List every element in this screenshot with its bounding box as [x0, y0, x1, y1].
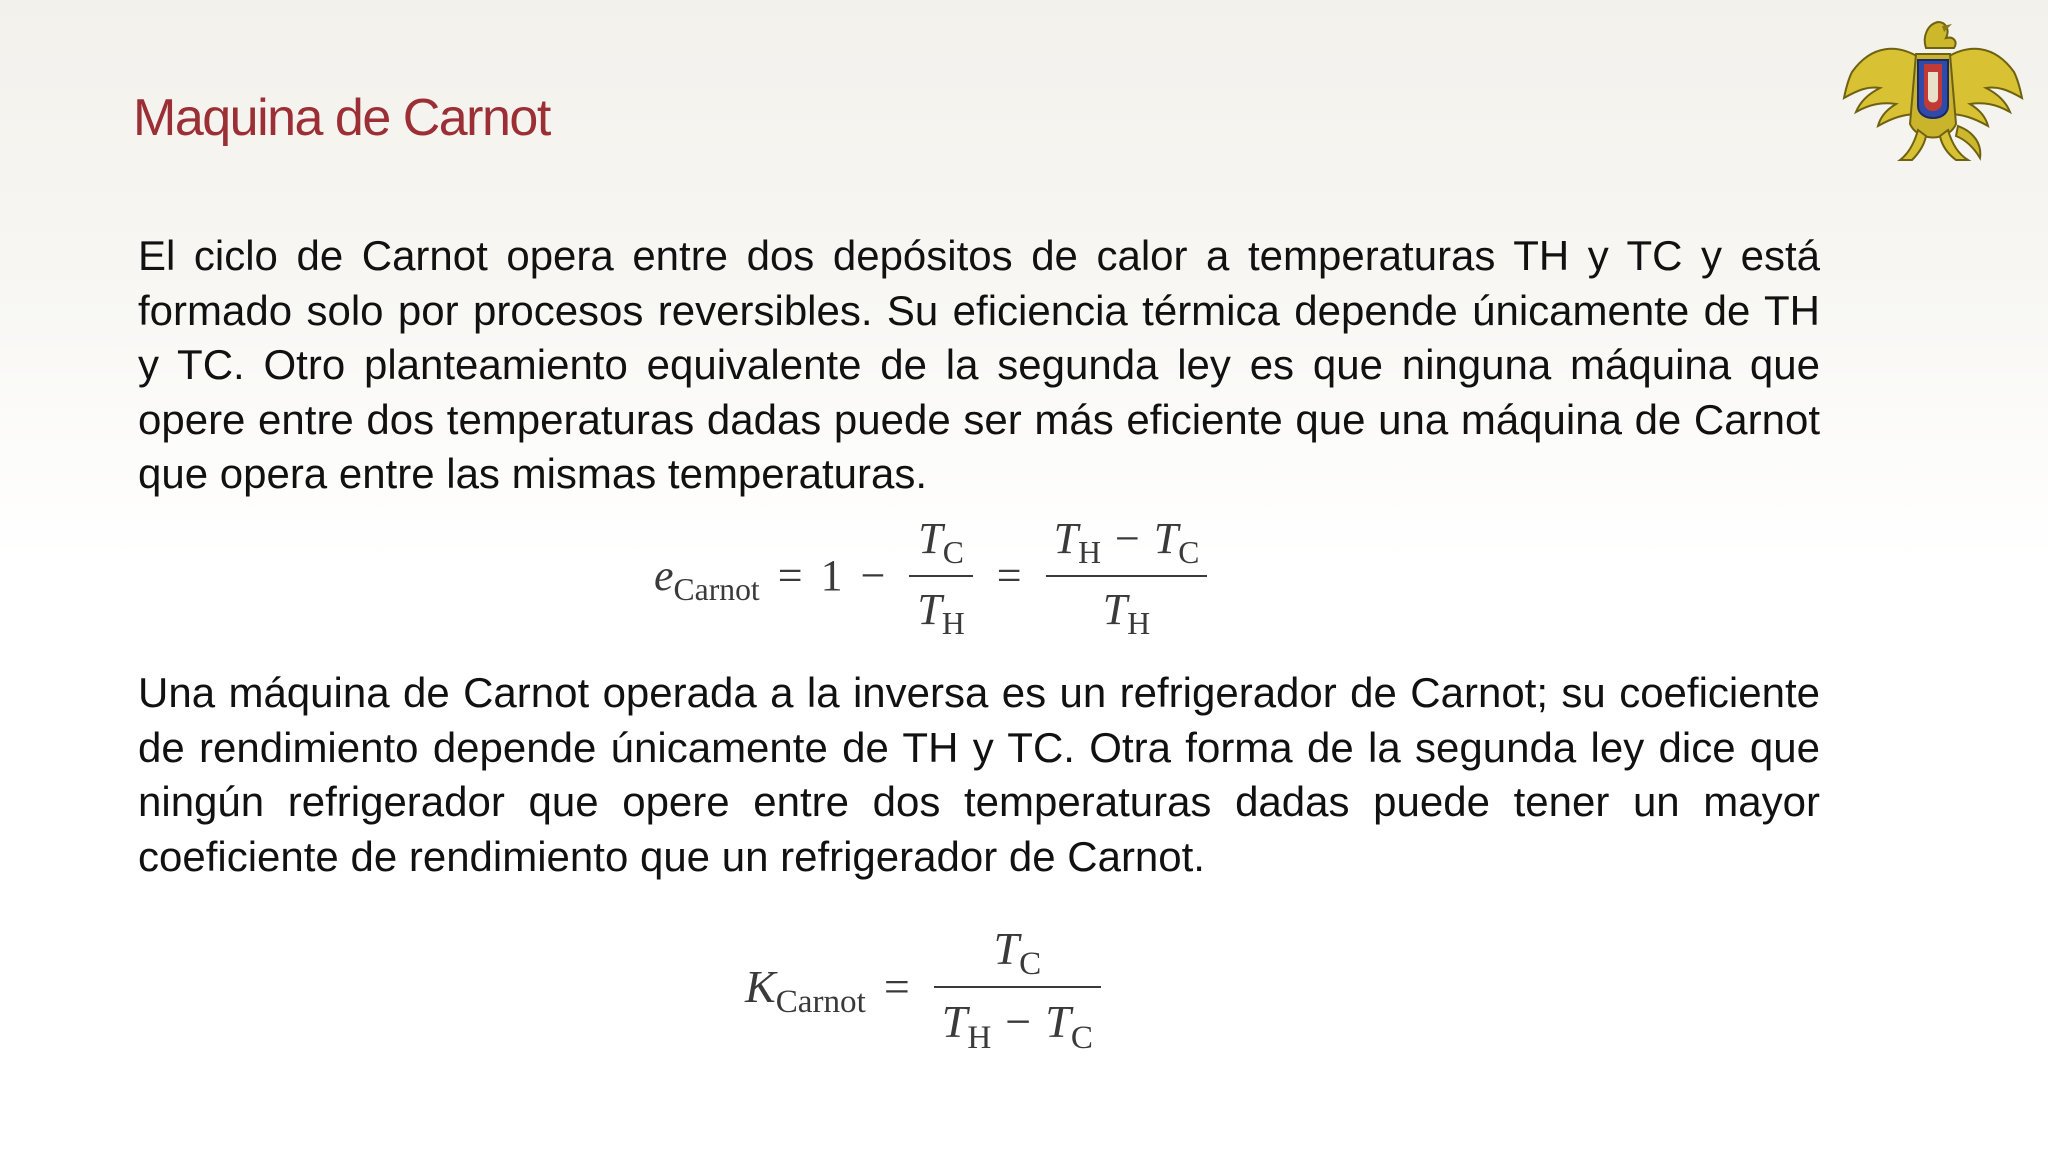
carnot-efficiency-formula: [654, 510, 1213, 640]
efficiency-subscript: Carnot: [673, 571, 760, 607]
equals-sign: =: [777, 550, 803, 600]
fraction-denominator: [909, 577, 972, 642]
university-eagle-crest-icon: [1838, 14, 2028, 170]
slide-title: Maquina de Carnot: [133, 89, 550, 147]
fraction-denominator: [1095, 577, 1158, 642]
temperature-symbol: T: [1153, 514, 1179, 564]
fraction-numerator: [910, 514, 972, 575]
temperature-subscript: C: [942, 535, 964, 571]
temperature-subscript: C: [1178, 535, 1200, 571]
temperature-subscript: H: [1127, 606, 1151, 642]
paragraph-carnot-cycle: El ciclo de Carnot opera entre dos depósitos de calor a temperaturas TH y TC y está formado solo por procesos reversibles. Su eficiencia térmica depende únicamente de TH y TC. Otro planteamiento equivalente de la segunda ley es que ninguna máquina que opere entre dos temperaturas dadas puede ser más eficiente que una máquina de Carnot que opera entre las mismas temperaturas.: [138, 232, 1820, 497]
cop-symbol: K: [745, 960, 776, 1012]
fraction-denominator: [934, 988, 1101, 1056]
fraction-numerator: [986, 923, 1050, 986]
cop-lhs: [745, 960, 866, 1021]
efficiency-lhs: [654, 550, 760, 607]
temperature-symbol: T: [993, 922, 1020, 974]
minus-sign: −: [1005, 996, 1032, 1048]
temperature-subscript: H: [967, 1018, 992, 1056]
temperature-symbol: T: [918, 514, 943, 564]
fraction-numerator: [1046, 514, 1208, 575]
temperature-subscript: C: [1019, 945, 1042, 983]
temperature-subscript: H: [941, 606, 965, 642]
carnot-cop-formula: [745, 916, 1107, 1056]
fraction-tc-over-difference: [934, 922, 1101, 1056]
temperature-subscript: C: [1070, 1018, 1093, 1056]
fraction-difference-over-th: [1046, 514, 1208, 642]
efficiency-symbol: e: [654, 550, 674, 600]
temperature-symbol: T: [1045, 996, 1071, 1048]
temperature-symbol: T: [1053, 514, 1079, 564]
cop-subscript: Carnot: [775, 983, 866, 1021]
minus-sign: −: [1114, 514, 1140, 564]
equals-sign: =: [883, 960, 910, 1012]
temperature-symbol: T: [941, 996, 968, 1048]
equals-sign: =: [996, 550, 1022, 600]
fraction-tc-over-th: [909, 514, 972, 642]
paragraph-carnot-refrigerator: Una máquina de Carnot operada a la inversa es un refrigerador de Carnot; su coeficiente de rendimiento depende únicamente de TH y TC. Otra forma de la segunda ley dice que ningún refrigerador que opere entre dos temperaturas dadas puede tener un mayor coeficiente de rendimiento que un refrigerador de Carnot.: [138, 669, 1820, 880]
constant-one: 1: [820, 550, 843, 600]
minus-sign: −: [860, 550, 886, 600]
temperature-symbol: T: [917, 585, 942, 635]
temperature-symbol: T: [1102, 585, 1128, 635]
temperature-subscript: H: [1078, 535, 1101, 571]
